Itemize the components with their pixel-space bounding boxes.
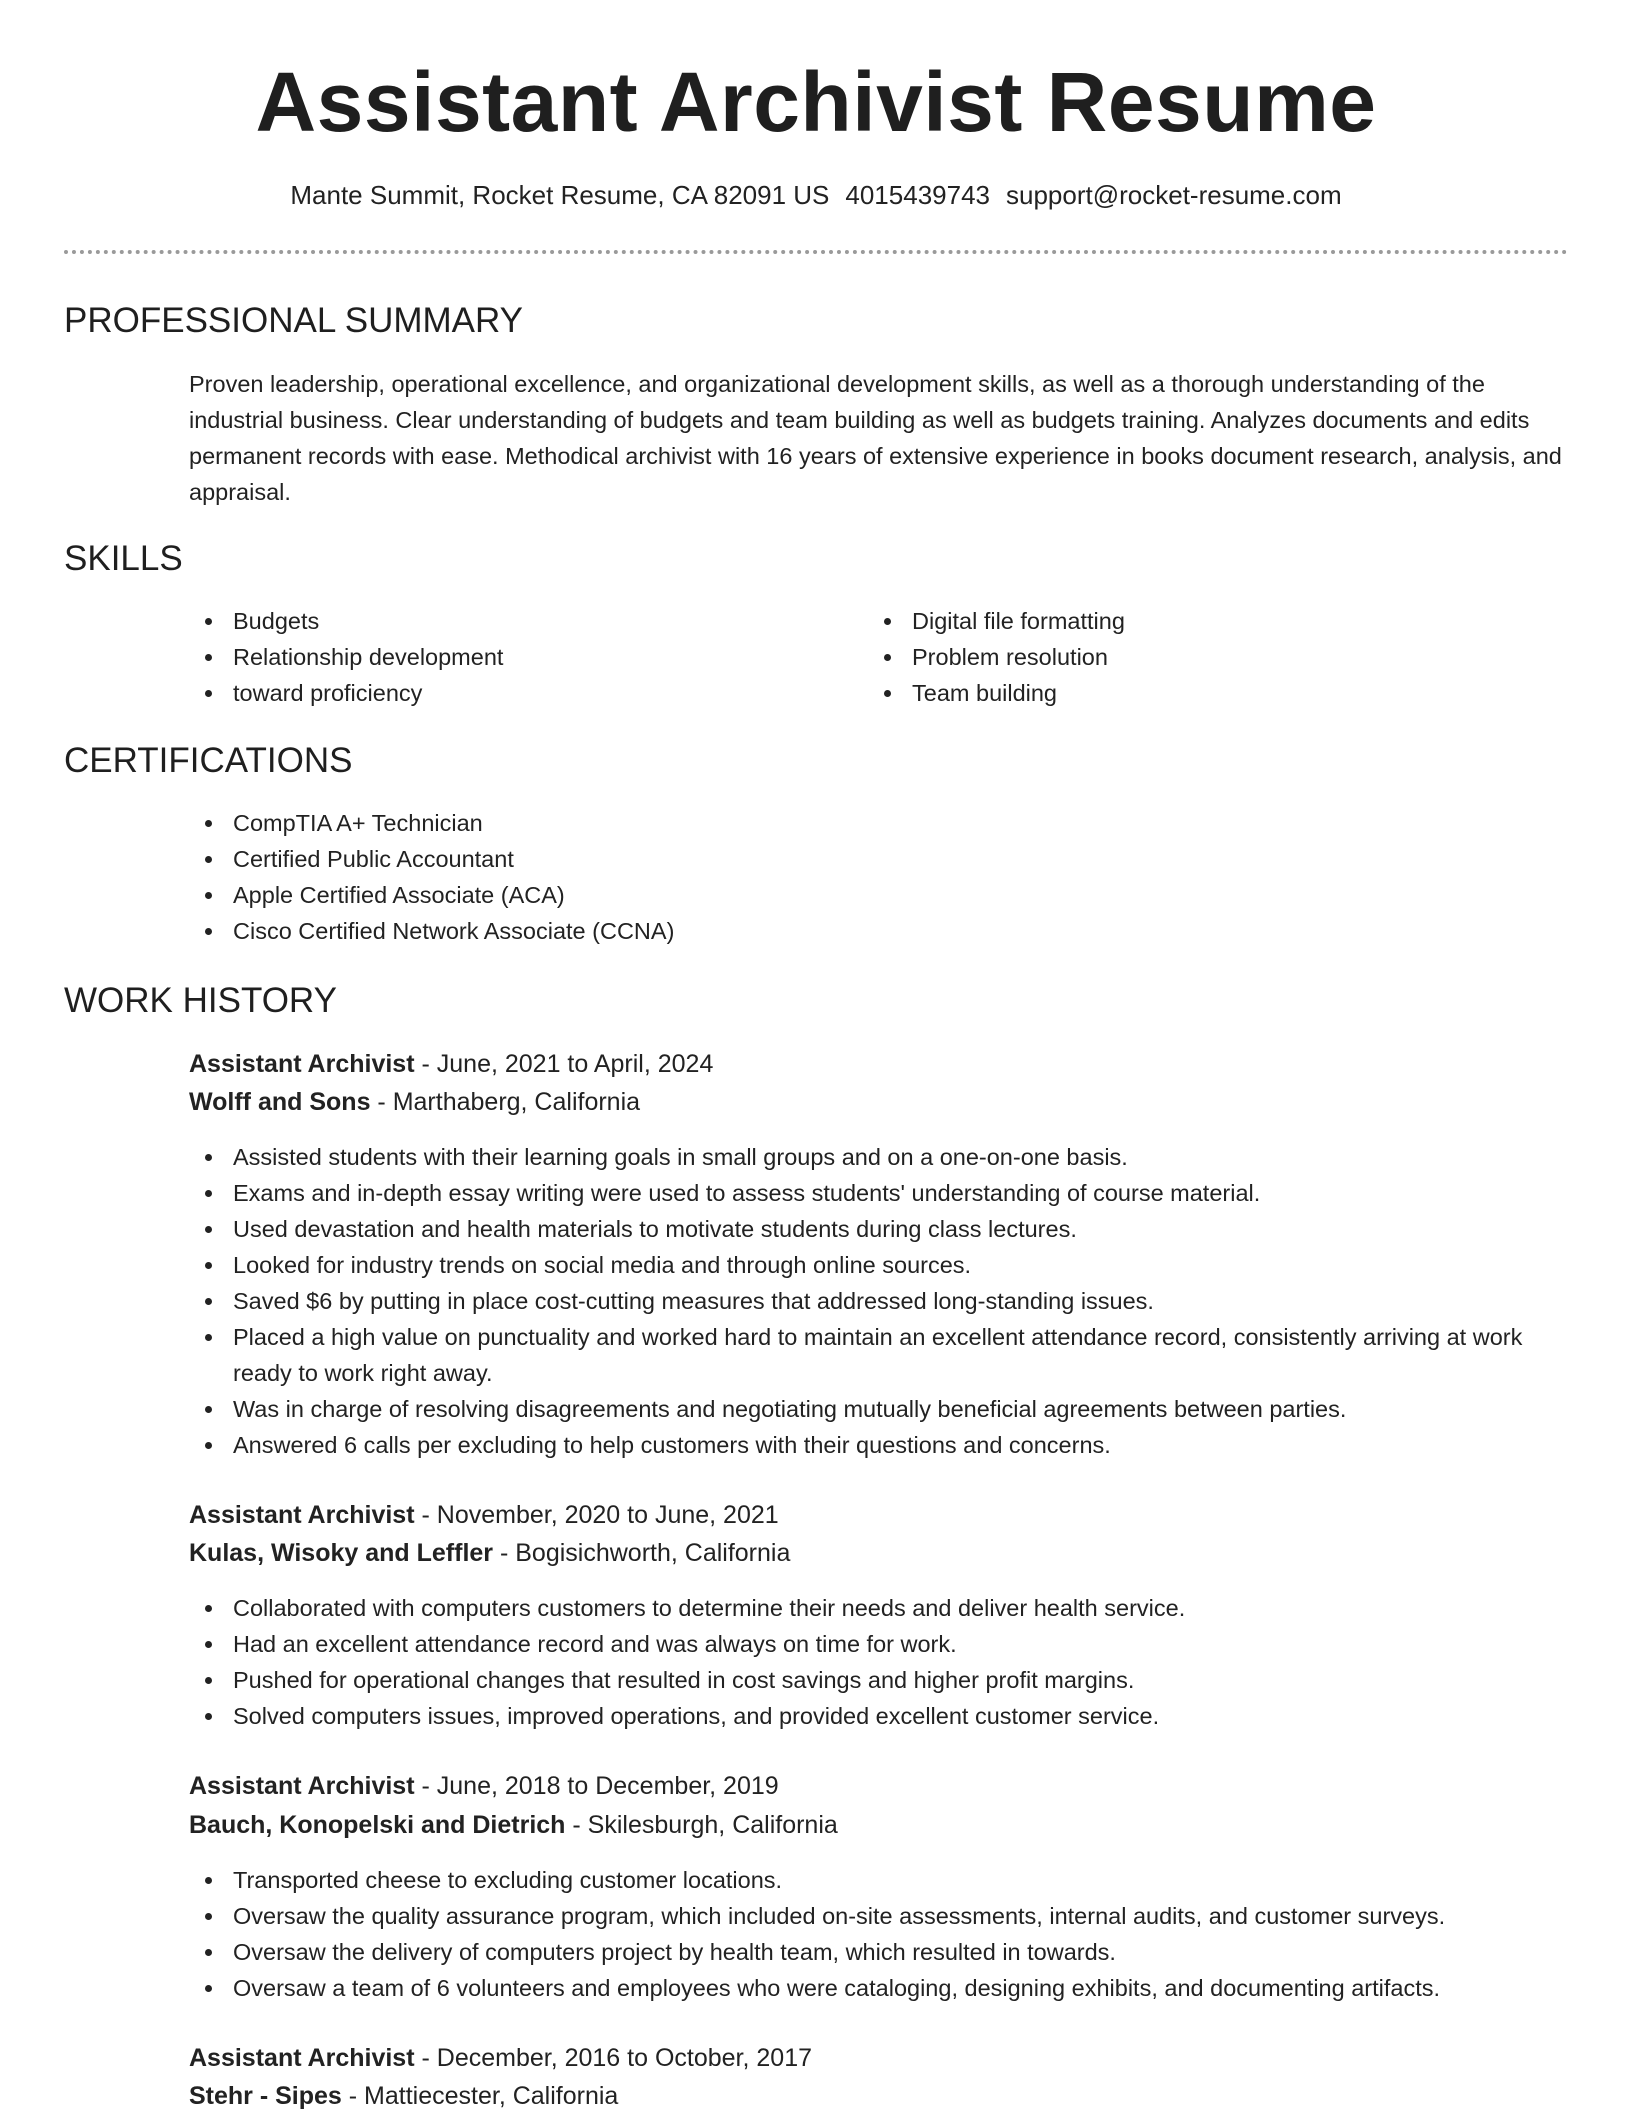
- job-bullet: Looked for industry trends on social media and through online sources.: [189, 1247, 1569, 1283]
- certification-item: Certified Public Accountant: [189, 841, 1489, 877]
- contact-line: [0, 180, 1632, 211]
- job-title-line: [189, 1049, 713, 1079]
- job-title: Assistant Archivist: [189, 1501, 415, 1529]
- job-bullet: Transported cheese to excluding customer locations.: [189, 1862, 1589, 1898]
- job-bullet: Oversaw the quality assurance program, which included on-site assessments, internal audits, and customer surveys.: [189, 1898, 1589, 1934]
- job-company-line: [189, 1810, 838, 1840]
- job-company: Wolff and Sons: [189, 1088, 371, 1116]
- skill-item: Relationship development: [189, 639, 809, 675]
- certification-item: Apple Certified Associate (ACA): [189, 877, 1489, 913]
- job-dates: - November, 2020 to June, 2021: [414, 1501, 779, 1529]
- contact-address: Mante Summit, Rocket Resume, CA 82091 US: [290, 180, 830, 210]
- job-title: Assistant Archivist: [189, 1772, 415, 1800]
- job-bullet: Solved computers issues, improved operations, and provided excellent customer service.: [189, 1698, 1569, 1734]
- contact-email[interactable]: support@rocket-resume.com: [1006, 180, 1342, 210]
- job-bullet: Oversaw a team of 6 volunteers and employees who were cataloging, designing exhibits, and documenting artifacts.: [189, 1970, 1589, 2006]
- job-location: - Bogisichworth, California: [493, 1539, 791, 1567]
- summary-text: Proven leadership, operational excellence, and organizational development skills, as well as a thorough understanding of the industrial business. Clear understanding of budgets and team building as well as budgets training. Analyzes documents and edits permanent records with ease. Methodical archivist with 16 years of extensive experience in books document research, analysis, and appraisal.: [189, 371, 1562, 505]
- job-title: Assistant Archivist: [189, 1050, 415, 1078]
- job-dates: - June, 2018 to December, 2019: [414, 1772, 779, 1800]
- job-bullet: Saved $6 by putting in place cost-cutting measures that addressed long-standing issues.: [189, 1283, 1569, 1319]
- skills-list-left: [189, 603, 809, 711]
- job-bullet: Assisted students with their learning goals in small groups and on a one-on-one basis.: [189, 1139, 1569, 1175]
- job-bullet: Exams and in-depth essay writing were used to assess students' understanding of course material.: [189, 1175, 1569, 1211]
- contact-phone: 4015439743: [845, 180, 990, 210]
- job-company: Bauch, Konopelski and Dietrich: [189, 1811, 566, 1839]
- job-bullet: Pushed for operational changes that resulted in cost savings and higher profit margins.: [189, 1662, 1569, 1698]
- certifications-list: [189, 805, 1489, 949]
- job-dates: - June, 2021 to April, 2024: [414, 1050, 714, 1078]
- skill-item: Digital file formatting: [868, 603, 1488, 639]
- skill-item: Problem resolution: [868, 639, 1488, 675]
- resume-title: Assistant Archivist Resume: [255, 55, 1377, 149]
- job-title-line: [189, 2043, 812, 2073]
- header-divider: [64, 250, 1568, 254]
- skill-item: toward proficiency: [189, 675, 809, 711]
- job-bullets: [189, 1139, 1569, 1463]
- job-title-line: [189, 1771, 779, 1801]
- work-history-heading: WORK HISTORY: [64, 981, 337, 1020]
- job-title: Assistant Archivist: [189, 2044, 415, 2072]
- job-bullet: Placed a high value on punctuality and worked hard to maintain an excellent attendance record, consistently arriving at work ready to work right away.: [189, 1319, 1569, 1391]
- job-dates: - December, 2016 to October, 2017: [414, 2044, 813, 2072]
- job-location: - Marthaberg, California: [370, 1088, 641, 1116]
- skills-heading: SKILLS: [64, 539, 183, 578]
- certifications-heading: CERTIFICATIONS: [64, 741, 353, 780]
- job-bullet: Had an excellent attendance record and was always on time for work.: [189, 1626, 1569, 1662]
- certification-item: CompTIA A+ Technician: [189, 805, 1489, 841]
- job-company-line: [189, 1087, 640, 1117]
- job-location: - Skilesburgh, California: [565, 1811, 838, 1839]
- skills-list-right: [868, 603, 1488, 711]
- job-bullets: [189, 1862, 1589, 2006]
- job-bullet: Oversaw the delivery of computers project by health team, which resulted in towards.: [189, 1934, 1589, 1970]
- job-company-line: [189, 1538, 790, 1568]
- skill-item: Budgets: [189, 603, 809, 639]
- job-company: Kulas, Wisoky and Leffler: [189, 1539, 494, 1567]
- job-bullet: Was in charge of resolving disagreements and negotiating mutually beneficial agreements between parties.: [189, 1391, 1569, 1427]
- job-bullet: Collaborated with computers customers to determine their needs and deliver health service.: [189, 1590, 1569, 1626]
- job-company: Stehr - Sipes: [189, 2082, 342, 2110]
- job-title-line: [189, 1500, 779, 1530]
- job-bullet: Answered 6 calls per excluding to help customers with their questions and concerns.: [189, 1427, 1569, 1463]
- summary-heading: PROFESSIONAL SUMMARY: [64, 301, 523, 340]
- job-company-line: [189, 2081, 618, 2111]
- skill-item: Team building: [868, 675, 1488, 711]
- job-bullets: [189, 1590, 1569, 1734]
- certification-item: Cisco Certified Network Associate (CCNA): [189, 913, 1489, 949]
- job-bullet: Used devastation and health materials to motivate students during class lectures.: [189, 1211, 1569, 1247]
- job-location: - Mattiecester, California: [341, 2082, 619, 2110]
